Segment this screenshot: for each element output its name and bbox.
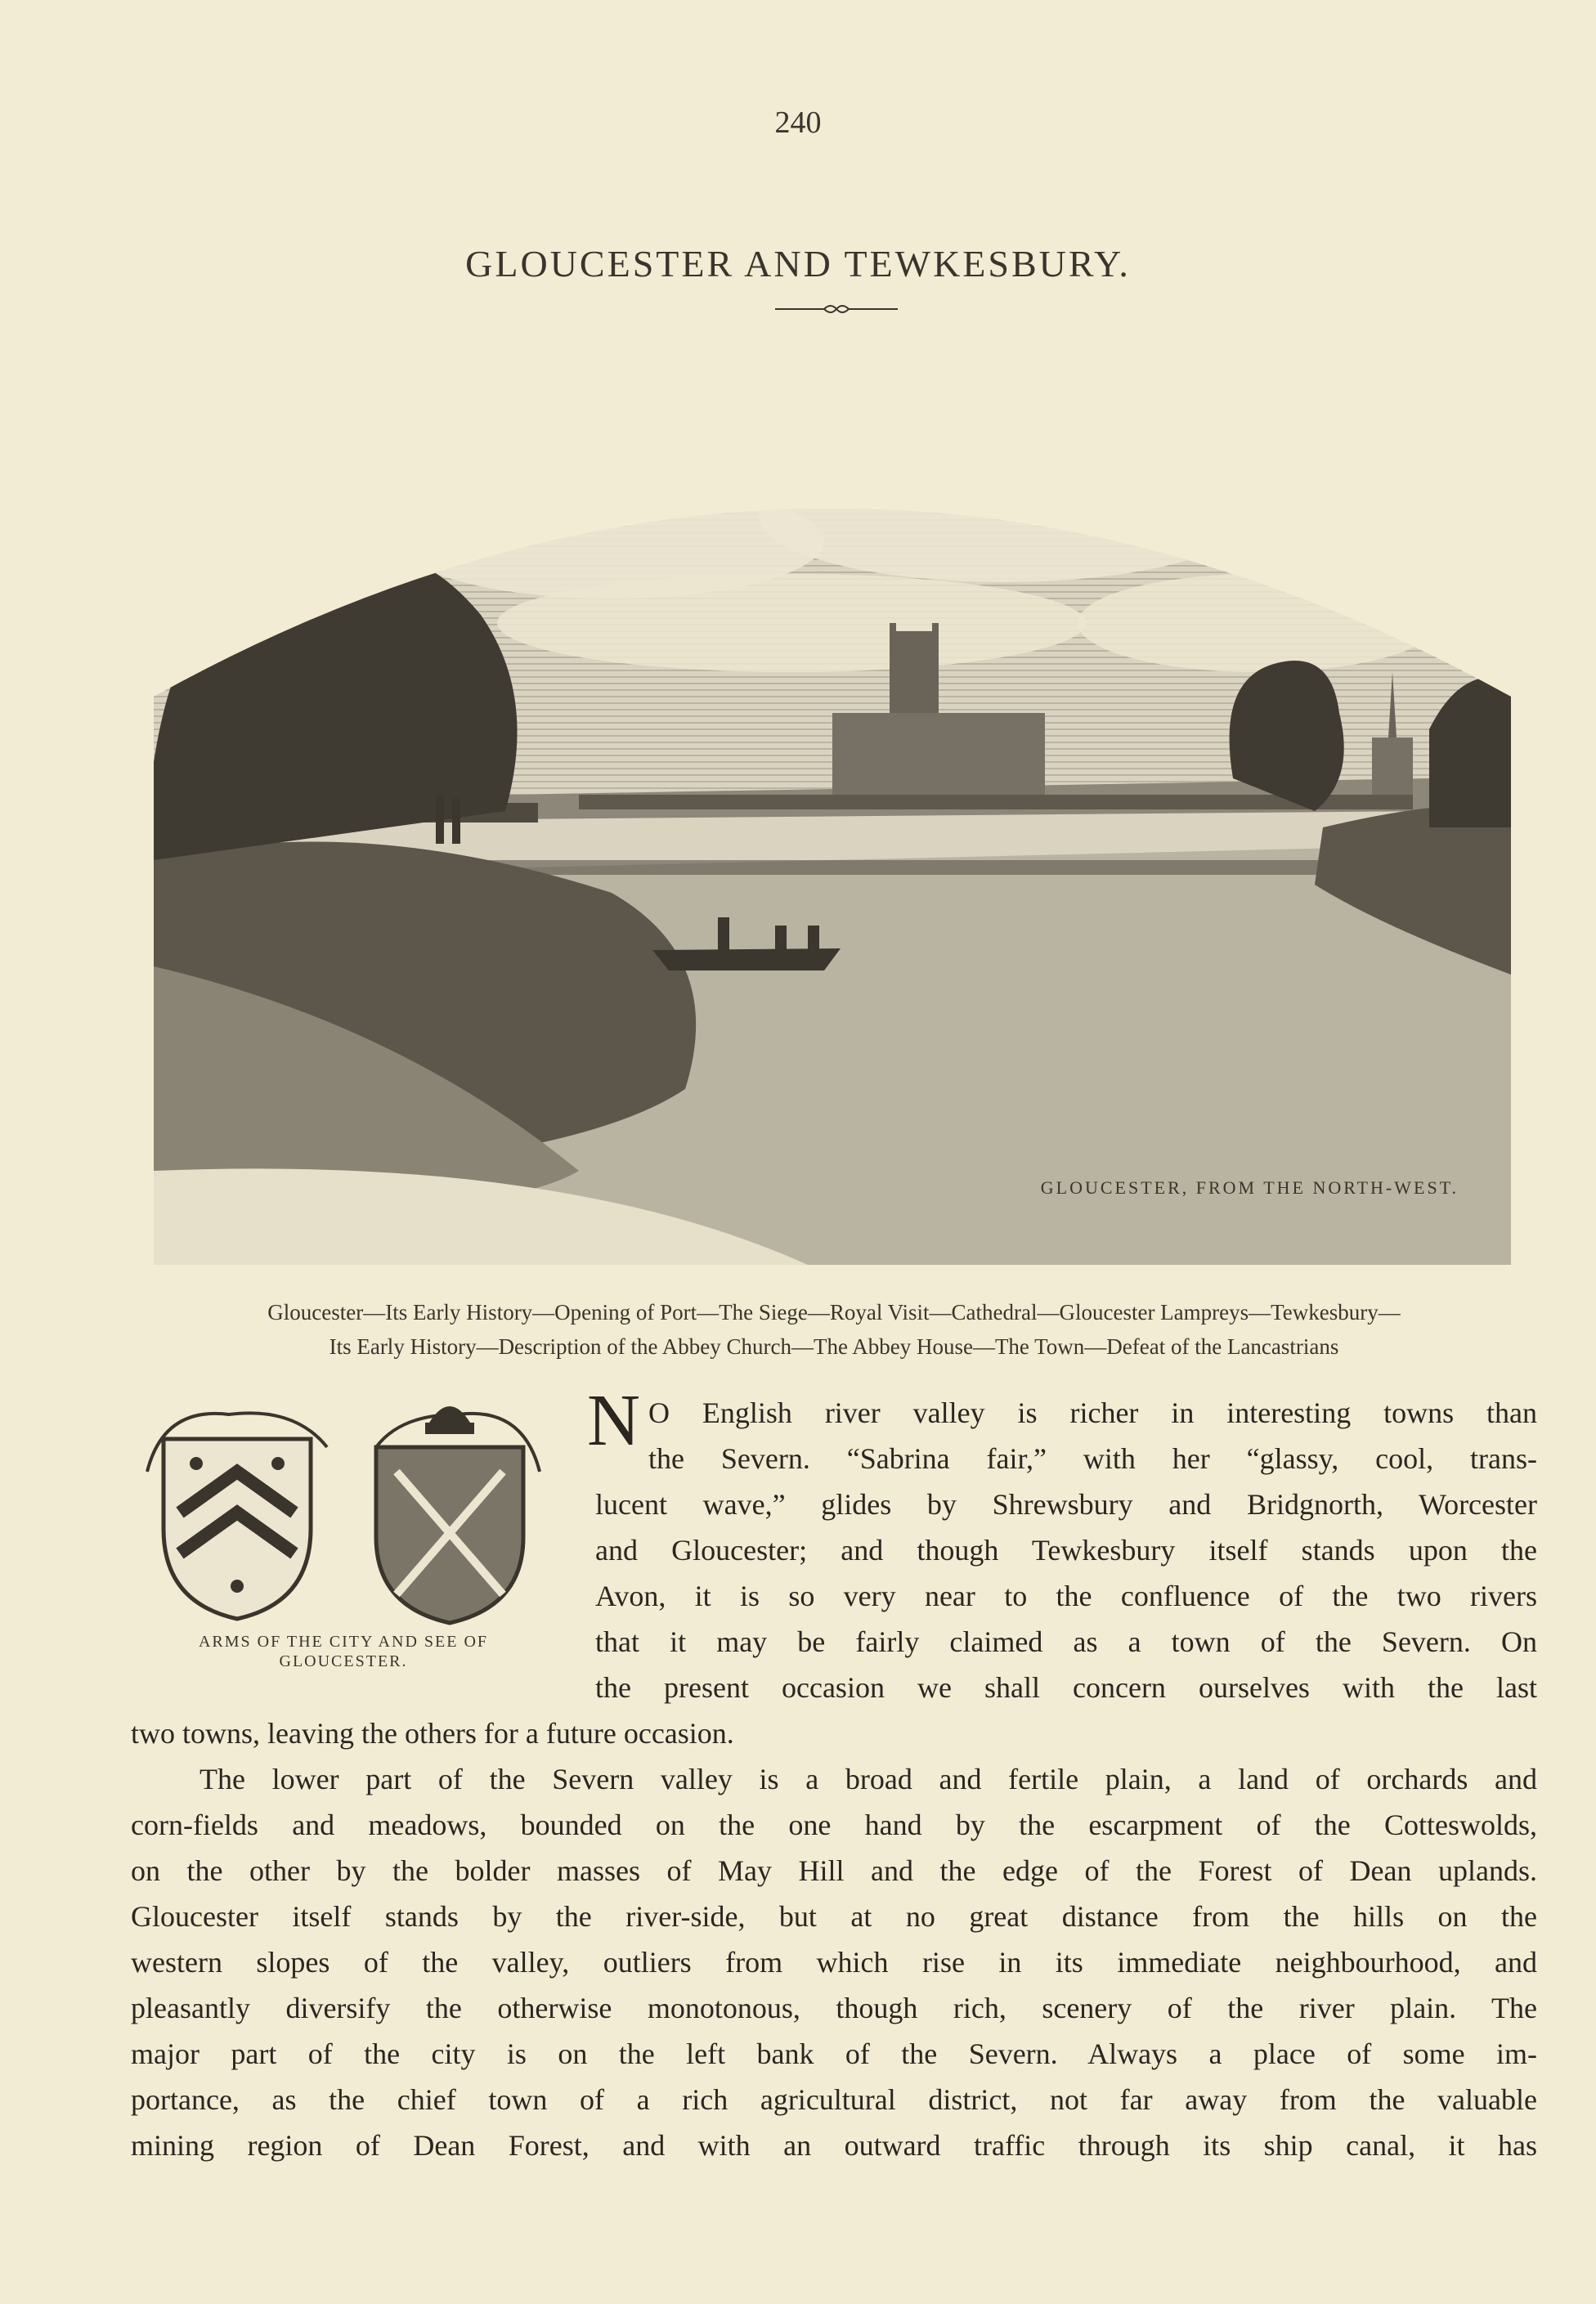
synopsis-line: Gloucester—Its Early History—Opening of Port—The Siege—Royal Visit—Cathedral—Gloucester Lampreys—Tewkesbury— (267, 1300, 1401, 1325)
text-line: mining region of Dean Forest, and with an outward traffic through its ship canal, it has (131, 2129, 1537, 2162)
text-line: Avon, it is so very near to the confluence of the two rivers (595, 1580, 1537, 1612)
paragraph-1 (587, 1380, 1537, 1710)
page-number: 240 (774, 105, 822, 140)
text-line: The lower part of the Severn valley is a broad and fertile plain, a land of orchards and (200, 1763, 1537, 1795)
text-line: Gloucester itself stands by the river-side, but at no great distance from the hills on the (131, 1900, 1537, 1933)
arms-caption-line: ARMS OF THE CITY AND SEE OF (198, 1633, 489, 1651)
arms-illustration (131, 1390, 556, 1635)
text-line: lucent wave,” glides by Shrewsbury and Bridgnorth, Worcester (595, 1488, 1537, 1521)
chapter-synopsis (114, 1295, 1553, 1364)
synopsis-line: Its Early History—Description of the Abbey Church—The Abbey House—The Town—Defeat of the Lancastrians (329, 1334, 1339, 1359)
text-line: portance, as the chief town of a rich agricultural district, not far away from the valuable (131, 2083, 1537, 2116)
text-line: the Severn. “Sabrina fair,” with her “glassy, cool, trans- (648, 1442, 1537, 1475)
text-line: the present occasion we shall concern ourselves with the last (595, 1671, 1537, 1704)
text-line: that it may be fairly claimed as a town of the Severn. On (595, 1625, 1537, 1658)
drop-cap: N (587, 1380, 640, 1461)
title-ornament (775, 301, 898, 317)
arms-caption-line: GLOUCESTER. (279, 1652, 408, 1670)
text-line: O English river valley is richer in interesting towns than (648, 1396, 1537, 1429)
text-line: pleasantly diversify the otherwise monotonous, though rich, scenery of the river plain. The (131, 1992, 1537, 2024)
chapter-title: GLOUCESTER AND TEWKESBURY. (465, 243, 1131, 285)
paragraph-1-last-line: two towns, leaving the others for a future occasion. (131, 1717, 734, 1750)
text-line: on the other by the bolder masses of May Hill and the edge of the Forest of Dean uplands. (131, 1854, 1537, 1887)
paragraph-2 (131, 1756, 1537, 2168)
engraving-gloucester (154, 353, 1511, 1265)
text-line: western slopes of the valley, outliers from which rise in its immediate neighbourhood, and (131, 1946, 1537, 1979)
engraving-caption: GLOUCESTER, FROM THE NORTH-WEST. (1040, 1177, 1459, 1198)
text-line: major part of the city is on the left bank of the Severn. Always a place of some im- (131, 2037, 1537, 2070)
arms-caption (131, 1632, 556, 1671)
text-line: corn-fields and meadows, bounded on the one hand by the escarpment of the Cotteswolds, (131, 1809, 1537, 1841)
text-line: and Gloucester; and though Tewkesbury itself stands upon the (595, 1534, 1537, 1567)
